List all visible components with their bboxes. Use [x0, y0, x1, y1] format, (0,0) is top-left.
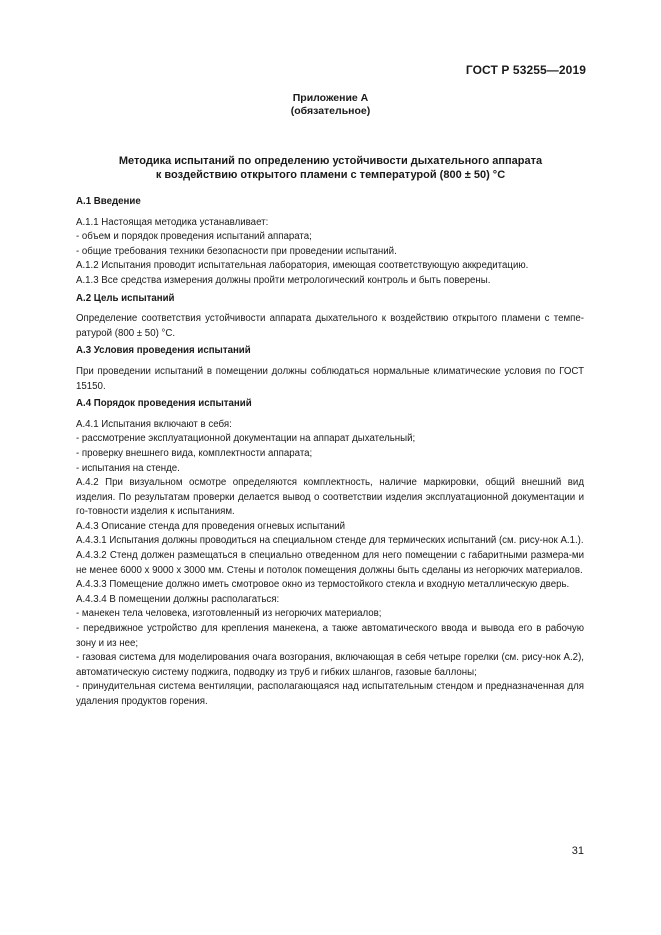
paragraph: А.4.3.1 Испытания должны проводиться на специальном стенде для термических испытаний (см. рису-нок А.1.).	[76, 535, 584, 547]
paragraph: А.4.3 Описание стенда для проведения огневых испытаний	[76, 520, 346, 532]
list-item: - рассмотрение эксплуатационной документации на аппарат дыхательный;	[76, 433, 416, 445]
list-item: - проверку внешнего вида, комплектности аппарата;	[76, 447, 313, 459]
paragraph: При проведении испытаний в помещении должны соблюдаться нормальные климатические условия по ГОСТ 15150.	[76, 365, 584, 392]
paragraph: А.4.1 Испытания включают в себя:	[76, 418, 232, 430]
section-heading-a1: А.1 Введение	[76, 196, 141, 207]
method-title	[70, 154, 591, 182]
paragraph: А.1.1 Настоящая методика устанавливает:	[76, 216, 269, 228]
list-item: - испытания на стенде.	[76, 462, 180, 474]
list-item: - газовая система для моделирования очага возгорания, включающая в себя четыре горелки (см. рису-нок А.2), автоматическую систему поджига, подводку из труб и гибких шлангов, газовые баллоны;	[76, 652, 584, 678]
list-item: - передвижное устройство для крепления манекена, а также автоматического ввода и вывода его в рабочую зону и из нее;	[76, 623, 584, 649]
paragraph: А.4.2 При визуальном осмотре определяются комплектность, наличие маркировки, общий внешний вид изделия. По результатам проверки делается вывод о соответствии изделия эксплуатационной документации и го-товности изделия к испытаниям.	[76, 477, 584, 518]
section-heading-a4: А.4 Порядок проведения испытаний	[76, 398, 252, 410]
section-heading-a3: А.3 Условия проведения испытаний	[76, 345, 251, 357]
paragraph: Определение соответствия устойчивости аппарата дыхательного к воздействию открытого пламени с темпе-ратурой (800 ± 50) °С.	[76, 313, 584, 339]
appendix-title: Приложение А	[292, 92, 369, 104]
paragraph: А.4.3.4 В помещении должны располагаться:	[76, 593, 280, 605]
document-code: ГОСТ Р 53255—2019	[465, 63, 586, 77]
method-title-line1: Методика испытаний по определению устойчивости дыхательного аппарата	[118, 155, 543, 167]
list-item: - манекен тела человека, изготовленный из негорючих материалов;	[76, 608, 382, 620]
paragraph: А.4.3.3 Помещение должно иметь смотровое окно из термостойкого стекла и входную металлическую дверь.	[76, 579, 570, 591]
document-body	[76, 195, 584, 710]
section-heading-a2: А.2 Цель испытаний	[76, 292, 175, 304]
paragraph: А.4.3.2 Стенд должен размещаться в специально отведенном для него помещении с габаритными размера-ми не менее 6000 х 9000 х 3000 мм. Стены и потолок помещения должны быть сделаны из негорючих материалов.	[76, 550, 584, 576]
list-item: - общие требования техники безопасности при проведении испытаний.	[76, 245, 397, 257]
page-number: 31	[571, 845, 584, 857]
appendix-status: (обязательное)	[290, 105, 371, 117]
paragraph: А.1.3 Все средства измерения должны пройти метрологический контроль и быть поверены.	[76, 274, 491, 286]
list-item: - принудительная система вентиляции, располагающаяся над испытательным стендом и предназначенная для удаления продуктов горения.	[76, 681, 584, 707]
paragraph: А.1.2 Испытания проводит испытательная лаборатория, имеющая соответствующую аккредитацию.	[76, 260, 529, 272]
list-item: - объем и порядок проведения испытаний аппарата;	[76, 231, 312, 243]
appendix-header	[0, 92, 661, 118]
method-title-line2: к воздействию открытого пламени с температурой (800 ± 50) °С	[155, 169, 506, 181]
